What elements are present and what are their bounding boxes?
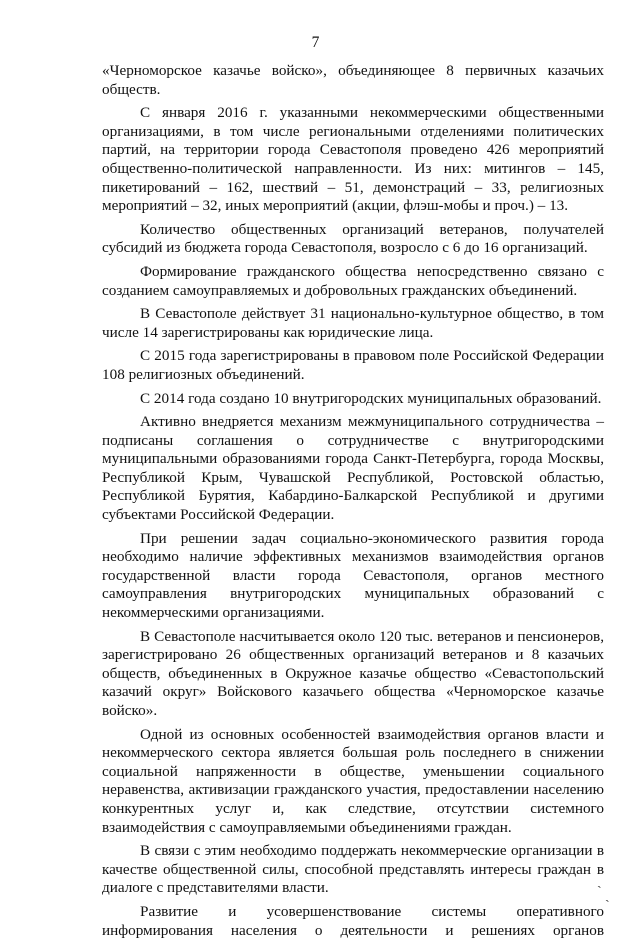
page-number: 7 [311,34,320,51]
paragraph-12: В связи с этим необходимо поддержать некоммерческие организации в качестве общественной силы, способной представлять интересы граждан в диалоге с представителями власти. [102,842,604,897]
paragraph-13: Развитие и усовершенствование системы оперативного информирования населения о деятельности и решениях органов [102,902,604,939]
scan-mark-icon: ˎ [597,874,602,889]
paragraph-10: В Севастополе насчитывается около 120 тыс. ветеранов и пенсионеров, зарегистрировано 26 общественных организаций ветеранов и 8 казачьих обществ, объединенных в Окружное казачье общество «Севастопольский казачий округ» Войскового казачьего общества «Черноморское казачье войско». [102,627,604,719]
paragraph-9: При решении задач социально-экономического развития города необходимо наличие эффективных механизмов взаимодействия органов государственной власти города Севастополя, органов местного самоуправления внутригородских муниципальных образований с некоммерческими организациями. [102,529,604,622]
paragraph-6: С 2015 года зарегистрированы в правовом поле Российской Федерации 108 религиозных объединений. [102,347,604,383]
paragraph-2: С января 2016 г. указанными некоммерческими общественными организациями, в том числе региональными отделениями политических партий, на территории города Севастополя проведено 426 мероприятий общественно-политической направленности. Из них: митингов – 145, пикетирований – 162, шествий – 51, демонстраций – 33, религиозных мероприятий – 32, иных мероприятий (акции, флэш-мобы и проч.) – 13. [102,104,604,215]
paragraph-5: В Севастополе действует 31 национально-культурное общество, в том числе 14 зарегистрированы как юридические лица. [102,305,604,341]
document-body [102,62,604,940]
paragraph-8: Активно внедряется механизм межмуниципального сотрудничества – подписаны соглашения о сотрудничестве с внутригородскими муниципальными образованиями города Санкт-Петербурга, города Москвы, Республикой Крым, Чувашской Республикой, Ростовской областью, Республикой Бурятия, Кабардино-Балкарской Республикой и другими субъектами Российской Федерации. [102,413,604,524]
paragraph-11: Одной из основных особенностей взаимодействия органов власти и некоммерческого сектора является большая роль последнего в снижении социальной напряженности в обществе, уменьшении социального неравенства, активизации гражданского участия, предоставлении населению конкурентных услуг и, как следствие, отсутствии системного взаимодействия с самоуправляемыми объединениями граждан. [102,725,604,836]
scan-mark-icon: ˎ [605,888,610,903]
paragraph-4: Формирование гражданского общества непосредственно связано с созданием самоуправляемых и добровольных гражданских объединений. [102,262,604,299]
paragraph-1: «Черноморское казачье войско», объединяющее 8 первичных казачьих обществ. [102,62,604,98]
paragraph-3: Количество общественных организаций ветеранов, получателей субсидий из бюджета города Севастополя, возросло с 6 до 16 организаций. [102,220,604,257]
paragraph-7: С 2014 года создано 10 внутригородских муниципальных образований. [140,389,602,407]
